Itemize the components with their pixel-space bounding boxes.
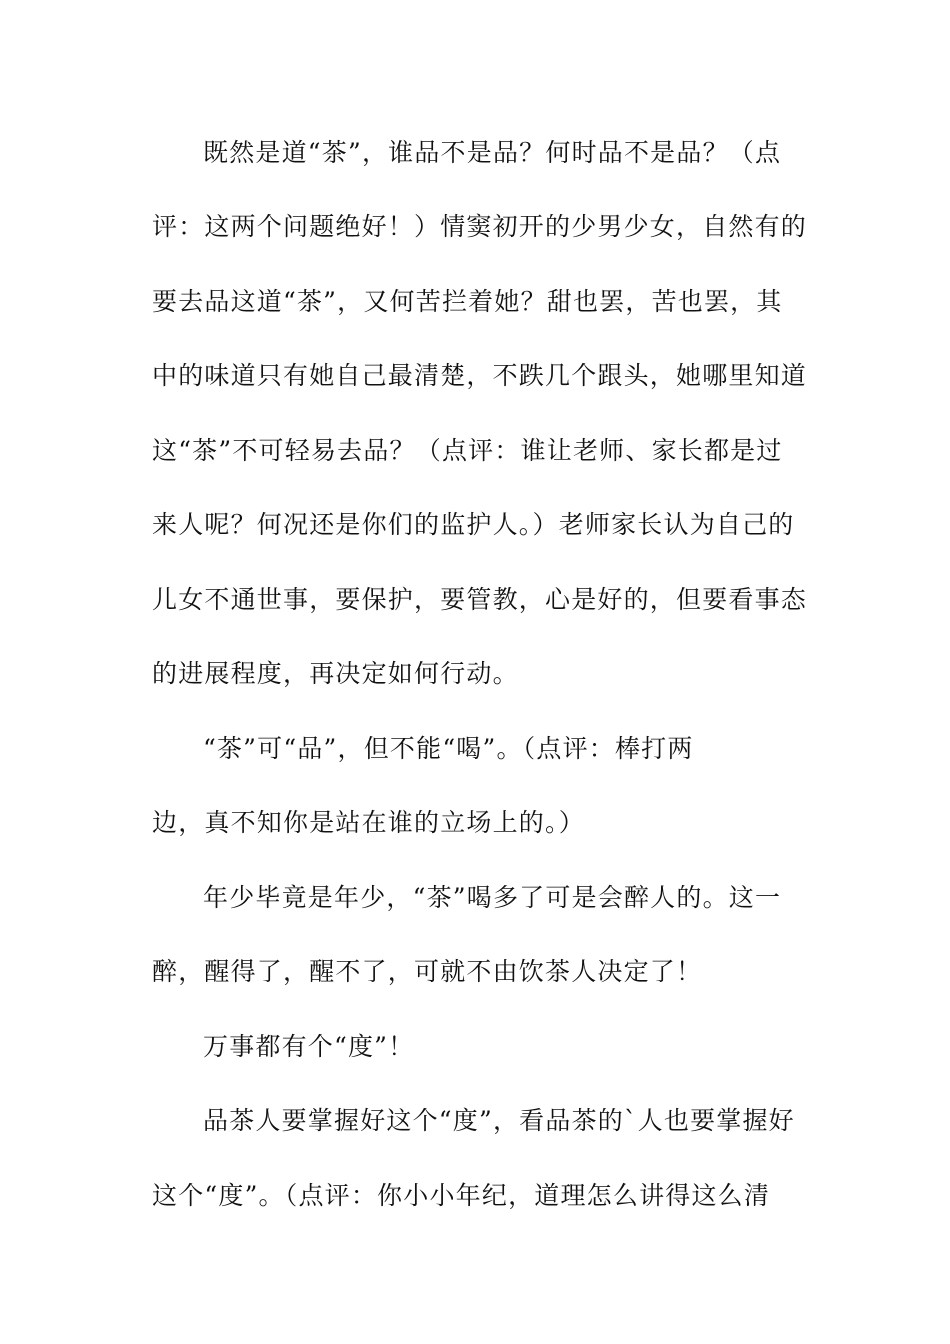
text-line-10: 边，真不知你是站在谁的立场上的。）: [152, 808, 585, 837]
text-line-1: 既然是道“茶”，谁品不是品？何时品不是品？（点: [203, 138, 782, 167]
text-line-11: 年少毕竟是年少，“茶”喝多了可是会醉人的。这一: [203, 883, 782, 912]
text-line-9: “茶”可“品”，但不能“喝”。（点评：棒打两: [203, 734, 694, 763]
text-line-8: 的进展程度，再决定如何行动。: [152, 659, 519, 688]
text-line-5: 这“茶”不可轻易去品？（点评：谁让老师、家长都是过: [152, 436, 783, 465]
text-line-12: 醉，醒得了，醒不了，可就不由饮茶人决定了！: [152, 957, 703, 986]
text-line-15: 这个“度”。（点评：你小小年纪，道理怎么讲得这么清: [152, 1181, 771, 1210]
text-line-6: 来人呢？何况还是你们的监护人。）老师家长认为自己的: [152, 510, 795, 539]
text-line-3: 要去品这道“茶”，又何苦拦着她？甜也罢，苦也罢，其: [152, 287, 783, 316]
text-line-7: 儿女不通世事，要保护，要管教，心是好的，但要看事态: [152, 585, 808, 614]
text-line-13: 万事都有个“度”！: [203, 1032, 415, 1061]
text-line-14: 品茶人要掌握好这个“度”，看品茶的`人也要掌握好: [203, 1106, 795, 1135]
text-line-4: 中的味道只有她自己最清楚，不跌几个跟头，她哪里知道: [152, 361, 808, 390]
text-line-2: 评：这两个问题绝好！）情窦初开的少男少女，自然有的: [152, 212, 808, 241]
